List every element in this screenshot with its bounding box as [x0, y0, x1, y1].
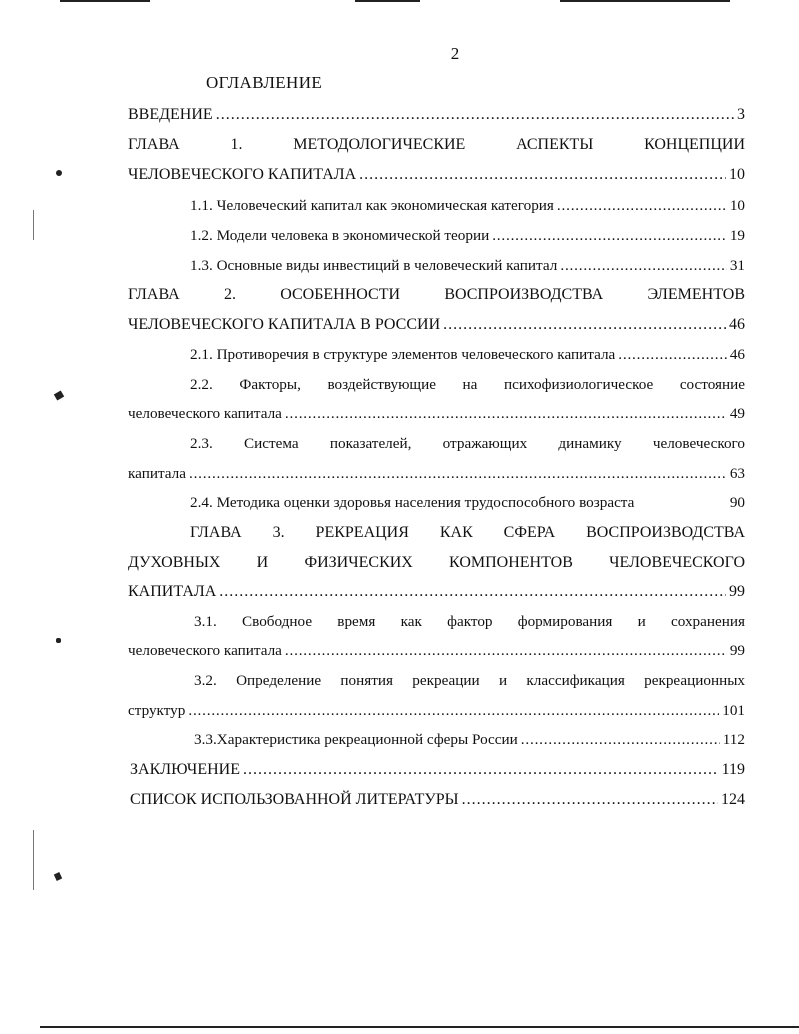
- toc-entry-intro[interactable]: [128, 103, 745, 127]
- toc-page-number: 119: [721, 761, 745, 778]
- toc-page-number: 19: [729, 227, 745, 244]
- dot-leader: [560, 254, 726, 278]
- toc-entry-text: ЧЕЛОВЕЧЕСКОГО КАПИТАЛА В РОССИИ: [128, 316, 441, 333]
- dot-leader: [492, 224, 727, 248]
- toc-page-number: 10: [729, 197, 745, 214]
- toc-page-number: 3: [737, 106, 745, 123]
- toc-section-2-2-line-2[interactable]: [128, 402, 745, 426]
- toc-section-3-1-line-1[interactable]: 3.1. Свободное время как фактор формирования и сохранения: [194, 613, 745, 630]
- dot-leader: [285, 639, 727, 663]
- scan-margin-mark: [54, 872, 62, 881]
- toc-page-number: 46: [729, 316, 745, 333]
- toc-entry-text: 1.3. Основные виды инвестиций в человеческий капитал: [190, 257, 558, 274]
- toc-section-3-1-line-2[interactable]: [128, 639, 745, 663]
- toc-entry-text: человеческого капитала: [128, 405, 282, 422]
- dot-leader: [359, 163, 726, 187]
- toc-entry-text: человеческого капитала: [128, 642, 282, 659]
- scan-margin-mark: [56, 638, 61, 643]
- toc-section-1-1[interactable]: [190, 194, 745, 218]
- scan-margin-mark: [54, 390, 64, 400]
- toc-section-1-2[interactable]: [190, 224, 745, 248]
- toc-page-number: 31: [729, 257, 745, 274]
- toc-section-2-3-line-2[interactable]: [128, 462, 745, 486]
- dot-leader: [285, 402, 727, 426]
- toc-chapter-2-line-1[interactable]: ГЛАВА 2. ОСОБЕННОСТИ ВОСПРОИЗВОДСТВА ЭЛЕМЕНТОВ: [128, 286, 745, 303]
- toc-chapter-1-line-1[interactable]: ГЛАВА 1. МЕТОДОЛОГИЧЕСКИЕ АСПЕКТЫ КОНЦЕПЦИИ: [128, 136, 745, 153]
- toc-entry-text: 2.4. Методика оценки здоровья населения трудоспособного возраста: [190, 494, 635, 511]
- dot-leader: [462, 788, 718, 812]
- toc-page-number: 90: [729, 494, 745, 511]
- toc-page-number: 99: [729, 642, 745, 659]
- toc-section-1-3[interactable]: [190, 254, 745, 278]
- toc-entry-text: капитала: [128, 465, 186, 482]
- page-number: 2: [450, 44, 460, 63]
- toc-chapter-1-line-2[interactable]: [128, 163, 745, 187]
- toc-page-number: 46: [729, 346, 745, 363]
- toc-chapter-3-line-1[interactable]: ГЛАВА 3. РЕКРЕАЦИЯ КАК СФЕРА ВОСПРОИЗВОДСТВА: [190, 524, 745, 541]
- toc-entry-text: СПИСОК ИСПОЛЬЗОВАННОЙ ЛИТЕРАТУРЫ: [130, 791, 459, 808]
- dot-leader: [189, 462, 727, 486]
- toc-entry-bibliography[interactable]: [130, 788, 745, 812]
- toc-page-number: 63: [729, 465, 745, 482]
- toc-entry-text: 1.2. Модели человека в экономической теории: [190, 227, 490, 244]
- toc-page-number: 99: [729, 583, 745, 600]
- toc-page-number: 10: [729, 166, 745, 183]
- scan-margin-line: [33, 830, 34, 890]
- toc-entry-conclusion[interactable]: [130, 758, 745, 782]
- dot-leader: [443, 313, 726, 337]
- toc-section-3-3[interactable]: [194, 728, 745, 752]
- scan-edge-mark: [60, 0, 150, 2]
- toc-section-2-4[interactable]: [190, 491, 745, 515]
- scan-edge-mark: [40, 1026, 799, 1028]
- toc-section-2-2-line-1[interactable]: 2.2. Факторы, воздействующие на психофизиологическое состояние: [190, 376, 745, 393]
- toc-chapter-3-line-2[interactable]: ДУХОВНЫХ И ФИЗИЧЕСКИХ КОМПОНЕНТОВ ЧЕЛОВЕЧЕСКОГО: [128, 554, 745, 571]
- toc-page-number: 112: [722, 731, 745, 748]
- dot-leader: [557, 194, 727, 218]
- toc-entry-text: ВВЕДЕНИЕ: [128, 106, 213, 123]
- toc-page-number: 49: [729, 405, 745, 422]
- toc-entry-text: КАПИТАЛА: [128, 583, 217, 600]
- dot-leader: [521, 728, 720, 752]
- scan-margin-mark: [56, 170, 62, 176]
- toc-entry-text: 2.1. Противоречия в структуре элементов человеческого капитала: [190, 346, 616, 363]
- toc-section-3-2-line-2[interactable]: [128, 699, 745, 723]
- toc-chapter-2-line-2[interactable]: [128, 313, 745, 337]
- toc-title: ОГЛАВЛЕНИЕ: [206, 73, 323, 92]
- toc-entry-text: ЗАКЛЮЧЕНИЕ: [130, 761, 240, 778]
- toc-page-number: 101: [722, 702, 745, 719]
- toc-section-2-3-line-1[interactable]: 2.3. Система показателей, отражающих динамику человеческого: [190, 435, 745, 452]
- scan-edge-mark: [355, 0, 420, 2]
- toc-entry-text: ЧЕЛОВЕЧЕСКОГО КАПИТАЛА: [128, 166, 357, 183]
- toc-entry-text: 3.3.Характеристика рекреационной сферы России: [194, 731, 518, 748]
- toc-section-2-1[interactable]: [190, 343, 745, 367]
- dot-leader: [216, 103, 734, 127]
- toc-entry-text: 1.1. Человеческий капитал как экономическая категория: [190, 197, 554, 214]
- dot-leader: [188, 699, 719, 723]
- toc-section-3-2-line-1[interactable]: 3.2. Определение понятия рекреации и классификация рекреационных: [194, 672, 745, 689]
- toc-entry-text: структур: [128, 702, 186, 719]
- dot-leader: [219, 580, 726, 604]
- scan-margin-line: [33, 210, 34, 240]
- dot-leader: [243, 758, 719, 782]
- toc-page-number: 124: [721, 791, 745, 808]
- toc-chapter-3-line-3[interactable]: [128, 580, 745, 604]
- dot-leader: [618, 343, 727, 367]
- scan-edge-mark: [560, 0, 730, 2]
